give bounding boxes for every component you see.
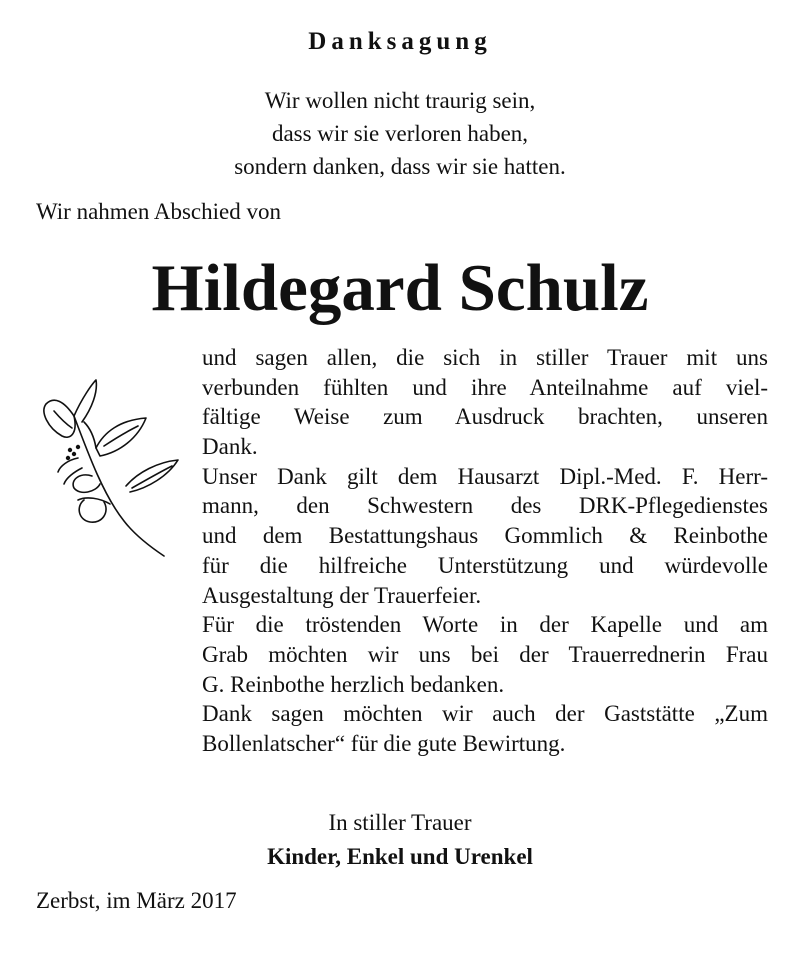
closing-phrase: In stiller Trauer: [328, 810, 472, 835]
calla-lily-icon: [34, 376, 184, 561]
closing-block: [0, 806, 800, 874]
body-line: G. Reinbothe herzlich bedanken.: [202, 671, 505, 697]
body-line: Für die tröstenden Worte in der Kapelle und am: [202, 612, 768, 638]
poem-line: sondern danken, dass wir sie hatten.: [234, 154, 566, 179]
poem-line: dass wir sie verloren haben,: [271, 121, 529, 146]
notice-heading: Danksagung: [308, 28, 492, 55]
body-line: fältige Weise zum Ausdruck brachten, unseren: [202, 404, 768, 430]
body-line: und dem Bestattungshaus Gommlich & Reinbothe: [202, 523, 768, 549]
intro-text: Wir nahmen Abschied von: [36, 199, 281, 224]
place-date: Zerbst, im März 2017: [36, 888, 237, 913]
body-line: Dank.: [202, 434, 258, 460]
body-line: Ausgestaltung der Trauerfeier.: [202, 582, 482, 608]
body-line: Dank sagen möchten wir auch der Gaststätte „Zum: [202, 701, 768, 727]
body-line: mann, den Schwestern des DRK-Pflegedienstes: [202, 493, 768, 519]
poem: [0, 84, 800, 183]
signers: Kinder, Enkel und Urenkel: [267, 844, 533, 869]
body-line: für die hilfreiche Unterstützung und würdevolle: [202, 552, 768, 578]
body-line: Bollenlatscher“ für die gute Bewirtung.: [202, 730, 566, 756]
body-line: und sagen allen, die sich in stiller Trauer mit uns: [202, 345, 768, 370]
thanks-body: [202, 343, 768, 759]
body-line: Grab möchten wir uns bei der Trauerrednerin Frau: [202, 641, 768, 667]
body-line: Unser Dank gilt dem Hausarzt Dipl.-Med. F. Herr-: [202, 463, 768, 489]
body-line: verbunden fühlten und ihre Anteilnahme auf viel-: [202, 374, 768, 400]
deceased-name: Hildegard Schulz: [151, 251, 649, 325]
poem-line: Wir wollen nicht traurig sein,: [264, 88, 536, 113]
